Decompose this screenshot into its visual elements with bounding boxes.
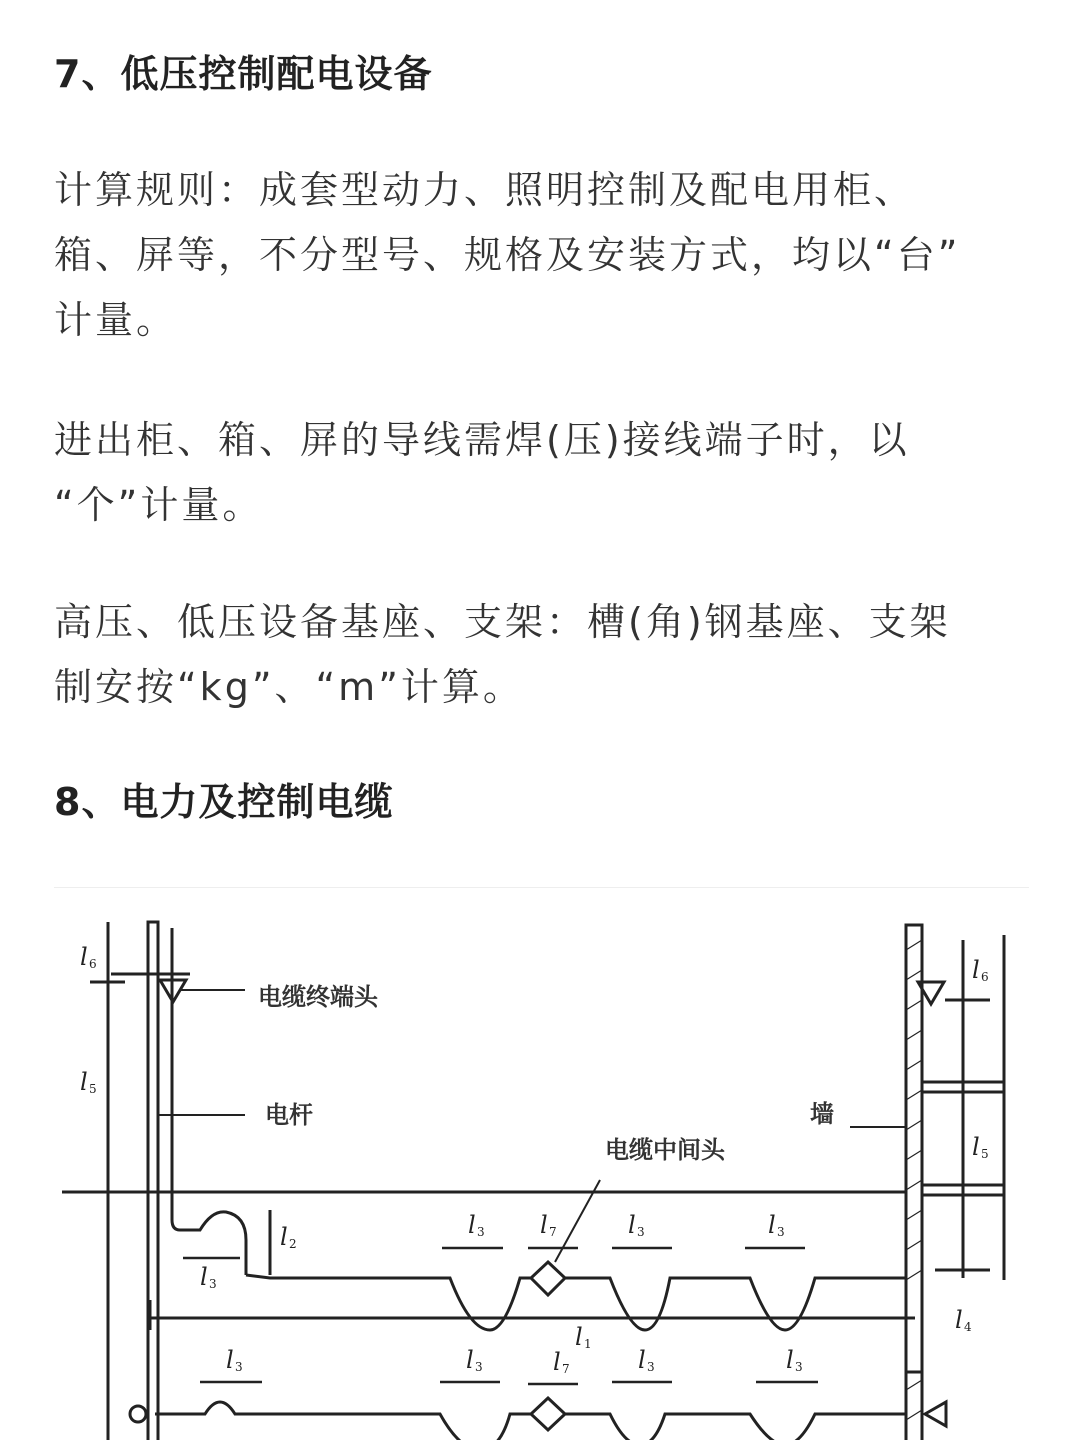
svg-text:l: l [628,1211,636,1239]
base-line-2: 制安按“kg”、“m”计算。 [54,665,524,709]
svg-text:3: 3 [777,1225,785,1239]
svg-text:l: l [553,1348,561,1376]
svg-text:5: 5 [981,1147,989,1161]
section8-heading: 8、电力及控制电缆 [54,780,394,824]
pole-body [148,922,158,1440]
middle-joint-diamond [531,1262,565,1295]
riser-loop [172,1212,246,1275]
svg-text:l: l [80,1068,88,1096]
svg-text:l: l [466,1346,474,1374]
cable-length-diagram [0,890,1080,1440]
svg-text:l: l [955,1306,963,1334]
svg-text:l: l [468,1211,476,1239]
wall [906,925,922,1440]
svg-text:l: l [638,1346,646,1374]
rule-line-2: 箱、屏等，不分型号、规格及安装方式，均以“台” [54,233,961,277]
svg-text:3: 3 [475,1360,483,1374]
svg-text:3: 3 [637,1225,645,1239]
svg-text:7: 7 [549,1225,557,1239]
svg-text:l: l [280,1223,288,1251]
wall-label: 墙 [810,1099,834,1128]
svg-text:l: l [575,1323,583,1351]
section7-heading: 7、低压控制配电设备 [54,52,433,96]
svg-text:7: 7 [562,1362,570,1376]
svg-text:l: l [200,1263,208,1291]
svg-text:3: 3 [477,1225,485,1239]
svg-text:3: 3 [235,1360,243,1374]
svg-text:3: 3 [647,1360,655,1374]
svg-text:6: 6 [981,970,989,984]
svg-text:6: 6 [89,957,97,971]
terminal-paragraph [54,408,1029,538]
rule-line-1: 计算规则：成套型动力、照明控制及配电用柜、 [54,168,916,212]
base-line-1: 高压、低压设备基座、支架：槽(角)钢基座、支架 [54,600,951,644]
svg-text:l: l [768,1211,776,1239]
svg-text:l: l [80,943,88,971]
base-paragraph [54,590,1029,720]
pole-label: 电杆 [265,1100,313,1129]
svg-text:l: l [540,1211,548,1239]
svg-text:3: 3 [209,1277,217,1291]
svg-text:3: 3 [795,1360,803,1374]
terminal-line-2: “个”计量。 [54,483,264,527]
svg-text:5: 5 [89,1082,97,1096]
terminal-line-1: 进出柜、箱、屏的导线需焊(压)接线端子时，以 [54,418,910,462]
svg-text:l: l [972,1133,980,1161]
svg-text:l: l [972,956,980,984]
svg-text:2: 2 [289,1237,297,1251]
svg-text:1: 1 [584,1337,592,1351]
divider [54,887,1029,888]
rule-paragraph [54,158,1029,353]
svg-text:4: 4 [964,1320,972,1334]
svg-text:l: l [226,1346,234,1374]
svg-text:l: l [786,1346,794,1374]
terminal-head-label: 电缆终端头 [258,982,378,1011]
middle-joint-label: 电缆中间头 [605,1135,725,1164]
rule-line-3: 计量。 [54,298,178,342]
